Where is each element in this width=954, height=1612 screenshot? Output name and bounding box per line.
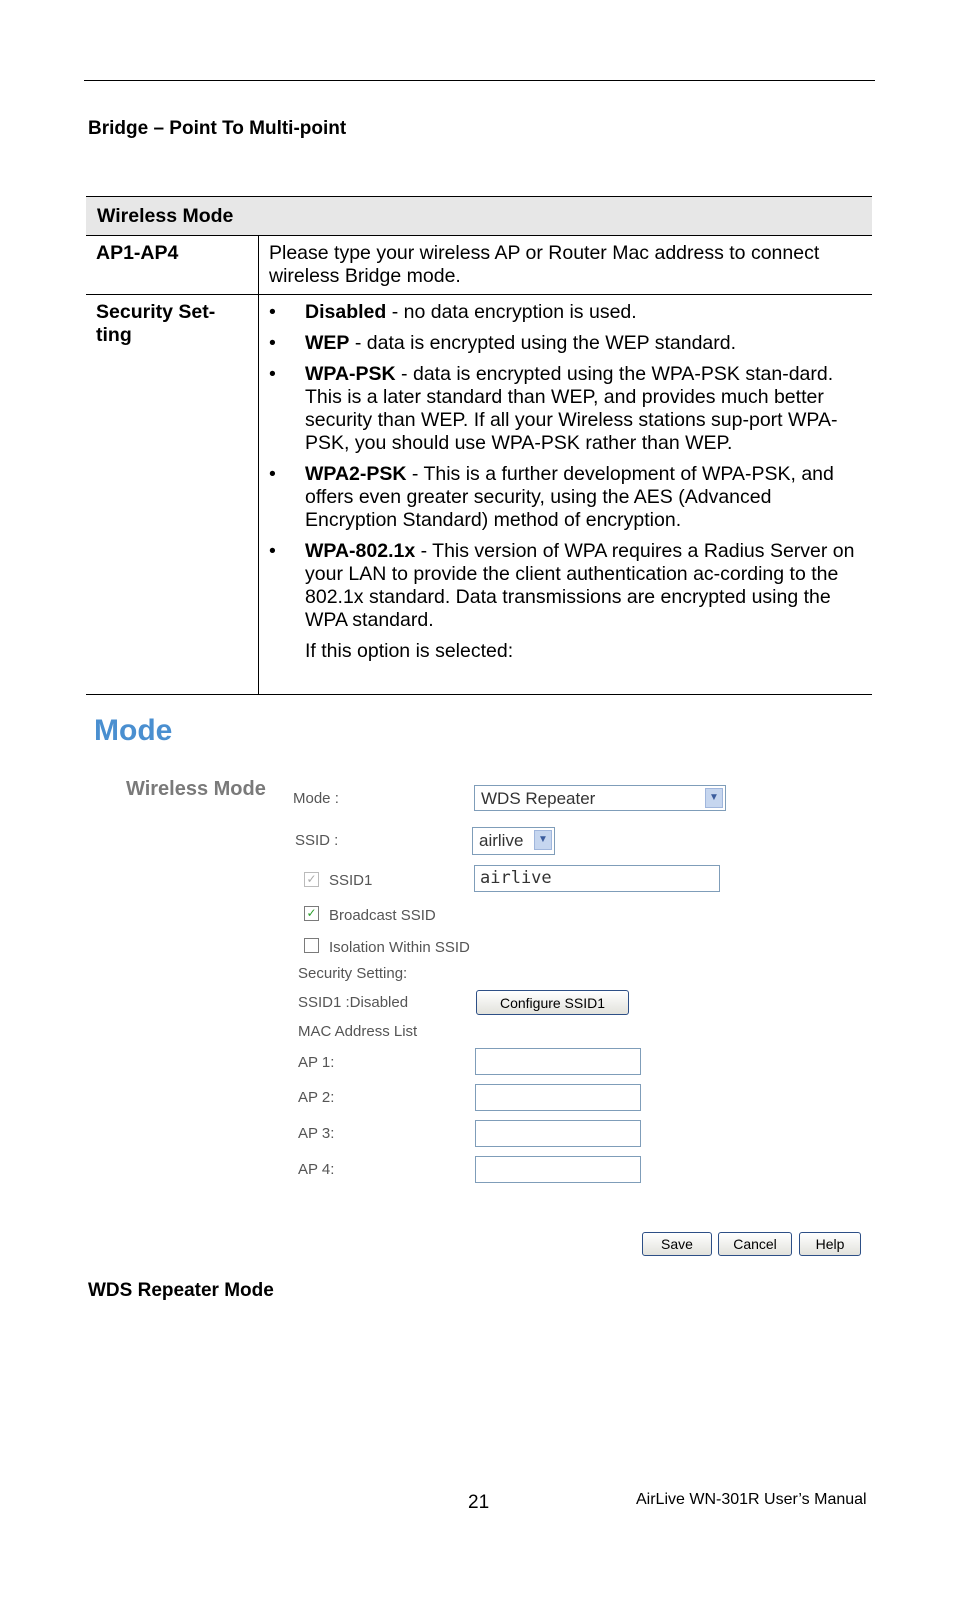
security-bullet-list (269, 301, 862, 632)
broadcast-ssid-checkbox[interactable]: ✓ (304, 906, 319, 921)
mac-address-list-label: MAC Address List (298, 1023, 418, 1040)
chevron-down-icon[interactable]: ▼ (705, 788, 723, 808)
bullet-term: Disabled (305, 301, 387, 323)
list-item (269, 301, 862, 324)
bullet-icon: • (269, 332, 276, 354)
ap3-label: AP 3: (298, 1125, 335, 1142)
help-button[interactable]: Help (799, 1232, 861, 1256)
bullet-icon: • (269, 363, 276, 385)
ssid1-label: SSID1 (329, 872, 373, 889)
bullet-term: WPA-PSK (305, 363, 396, 385)
mode-screenshot (86, 712, 872, 1268)
term-ap1-ap4: AP1-AP4 (86, 236, 259, 295)
mode-select[interactable] (474, 785, 726, 811)
bullet-text: - This version of WPA requires a Radius Server on your LAN to provide the client authentication ac-cording to the 802.1x standard. Data transmissions are encrypted using the WPA standard. (305, 540, 855, 631)
security-setting-label: Security Setting: (298, 965, 408, 982)
bullet-icon: • (269, 301, 276, 323)
bullet-term: WEP (305, 332, 350, 354)
term-security-line2: ting (96, 324, 132, 346)
ssid1-checkbox[interactable]: ✓ (304, 872, 319, 887)
desc-security-setting (259, 295, 873, 695)
definition-table (86, 196, 872, 695)
ap1-label: AP 1: (298, 1054, 335, 1071)
bullet-icon: • (269, 540, 276, 562)
bullet-text: - This is a further development of WPA-PSK, and offers even greater security, using the AES (Advanced Encryption Standard) method of encryption. (305, 463, 834, 531)
ap4-input[interactable] (475, 1156, 641, 1183)
bullet-text: - no data encryption is used. (386, 301, 637, 323)
mode-title: Mode (94, 714, 173, 747)
mode-label: Mode : (293, 790, 339, 807)
table-row (86, 236, 872, 295)
ssid-label: SSID : (295, 832, 339, 849)
after-note: If this option is selected: (305, 640, 514, 662)
list-item (269, 540, 862, 632)
ssid-select[interactable] (472, 827, 555, 855)
manual-title: AirLive WN-301R User’s Manual (636, 1491, 867, 1508)
ap2-label: AP 2: (298, 1089, 335, 1106)
bullet-term: WPA2-PSK (305, 463, 407, 485)
ap3-input[interactable] (475, 1120, 641, 1147)
section-heading: Bridge – Point To Multi-point (88, 118, 347, 139)
ap4-label: AP 4: (298, 1161, 335, 1178)
bullet-text: - data is encrypted using the WEP standard. (349, 332, 737, 354)
save-button[interactable]: Save (642, 1232, 712, 1256)
wireless-mode-section-title: Wireless Mode (126, 778, 266, 800)
broadcast-ssid-label: Broadcast SSID (329, 907, 436, 924)
bullet-text: - data is encrypted using the WPA-PSK stan-dard. This is a later standard than WEP, and provides much better security than WEP. If all your Wireless stations sup-port WPA-PSK, you should use WPA-PSK rather than WEP. (305, 363, 838, 454)
bullet-icon: • (269, 463, 276, 485)
page-number: 21 (468, 1492, 490, 1513)
table-row (86, 295, 872, 695)
term-security-line1: Security Set- (96, 301, 216, 323)
bullet-term: WPA-802.1x (305, 540, 416, 562)
term-security-setting (86, 295, 259, 695)
ssid1-input[interactable]: airlive (474, 865, 720, 892)
desc-ap1-ap4: Please type your wireless AP or Router Mac address to connect wireless Bridge mode. (259, 236, 873, 295)
table-header: Wireless Mode (86, 197, 872, 236)
list-item (269, 332, 862, 355)
list-item (269, 363, 862, 455)
top-rule (84, 80, 875, 81)
list-item (269, 463, 862, 532)
ssid1-status: SSID1 :Disabled (298, 994, 409, 1011)
isolation-label: Isolation Within SSID (329, 939, 470, 956)
ap1-input[interactable] (475, 1048, 641, 1075)
mode-select-value: WDS Repeater (481, 789, 596, 808)
isolation-checkbox[interactable] (304, 938, 319, 953)
chevron-down-icon[interactable]: ▼ (534, 830, 552, 850)
configure-ssid1-button[interactable]: Configure SSID1 (476, 990, 629, 1015)
figure-caption: WDS Repeater Mode (88, 1280, 274, 1301)
cancel-button[interactable]: Cancel (718, 1232, 792, 1256)
ssid-select-value: airlive (479, 831, 524, 850)
ap2-input[interactable] (475, 1084, 641, 1111)
